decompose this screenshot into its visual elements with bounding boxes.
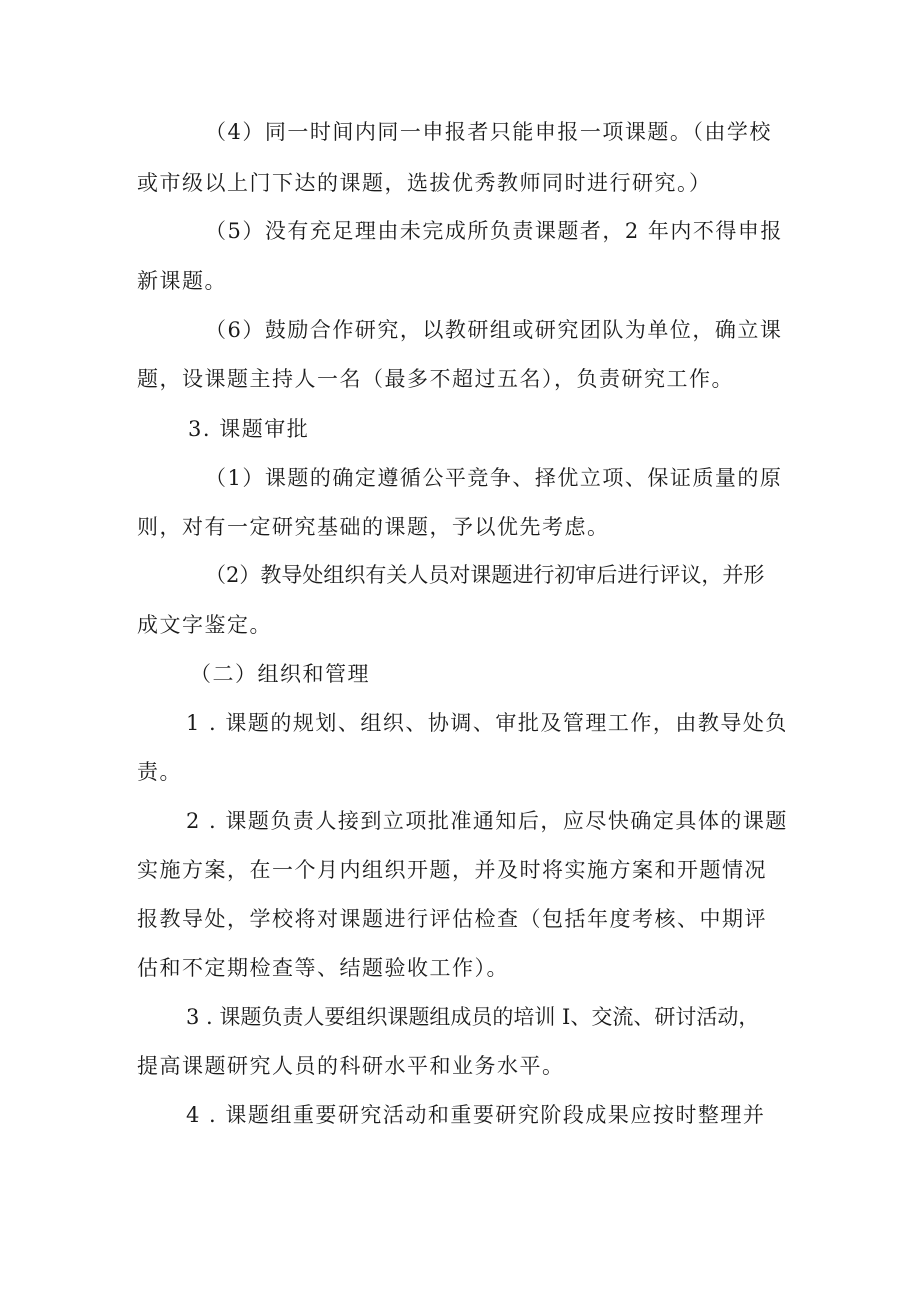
text-line: （4）同一时间内同一申报者只能申报一项课题。（由学校 <box>205 120 772 144</box>
section-heading: 3. 课题审批 <box>188 417 310 441</box>
text-line: 责。 <box>137 760 182 784</box>
text-line: 1 . 课题的规划、组织、协调、审批及管理工作，由教导处负 <box>186 711 788 735</box>
text-line: 2 . 课题负责人接到立项批准通知后，应尽快确定具体的课题 <box>186 809 788 833</box>
text-line: （6）鼓励合作研究，以教研组或研究团队为单位，确立课 <box>205 318 783 342</box>
text-line: （5）没有充足理由未完成所负责课题者，2 年内不得申报 <box>205 219 783 243</box>
text-line: 或市级以上门下达的课题，选拔优秀教师同时进行研究。） <box>137 171 712 195</box>
text-line: 3 . 课题负责人要组织课题组成员的培训 I、交流、研讨活动， <box>186 1005 760 1029</box>
text-line: 提高课题研究人员的科研水平和业务水平。 <box>137 1054 565 1078</box>
text-line: 实施方案，在一个月内组织开题，并及时将实施方案和开题情况 <box>137 858 767 882</box>
section-heading: （二）组织和管理 <box>190 662 370 686</box>
text-line: 估和不定期检查等、结题验收工作）。 <box>137 956 509 980</box>
text-line: 则，对有一定研究基础的课题，予以优先考虑。 <box>137 515 610 539</box>
text-line: 新课题。 <box>137 269 227 293</box>
text-line: 4 . 课题组重要研究活动和重要研究阶段成果应按时整理并 <box>186 1103 766 1127</box>
text-line: （2）教导处组织有关人员对课题进行初审后进行评议，并形 <box>205 563 765 587</box>
text-line: （1）课题的确定遵循公平竞争、择优立项、保证质量的原 <box>205 466 783 490</box>
text-line: 报教导处，学校将对课题进行评估检查（包括年度考核、中期评 <box>137 907 767 931</box>
text-line: 题，设课题主持人一名（最多不超过五名），负责研究工作。 <box>137 367 734 391</box>
text-line: 成文字鉴定。 <box>137 613 272 637</box>
